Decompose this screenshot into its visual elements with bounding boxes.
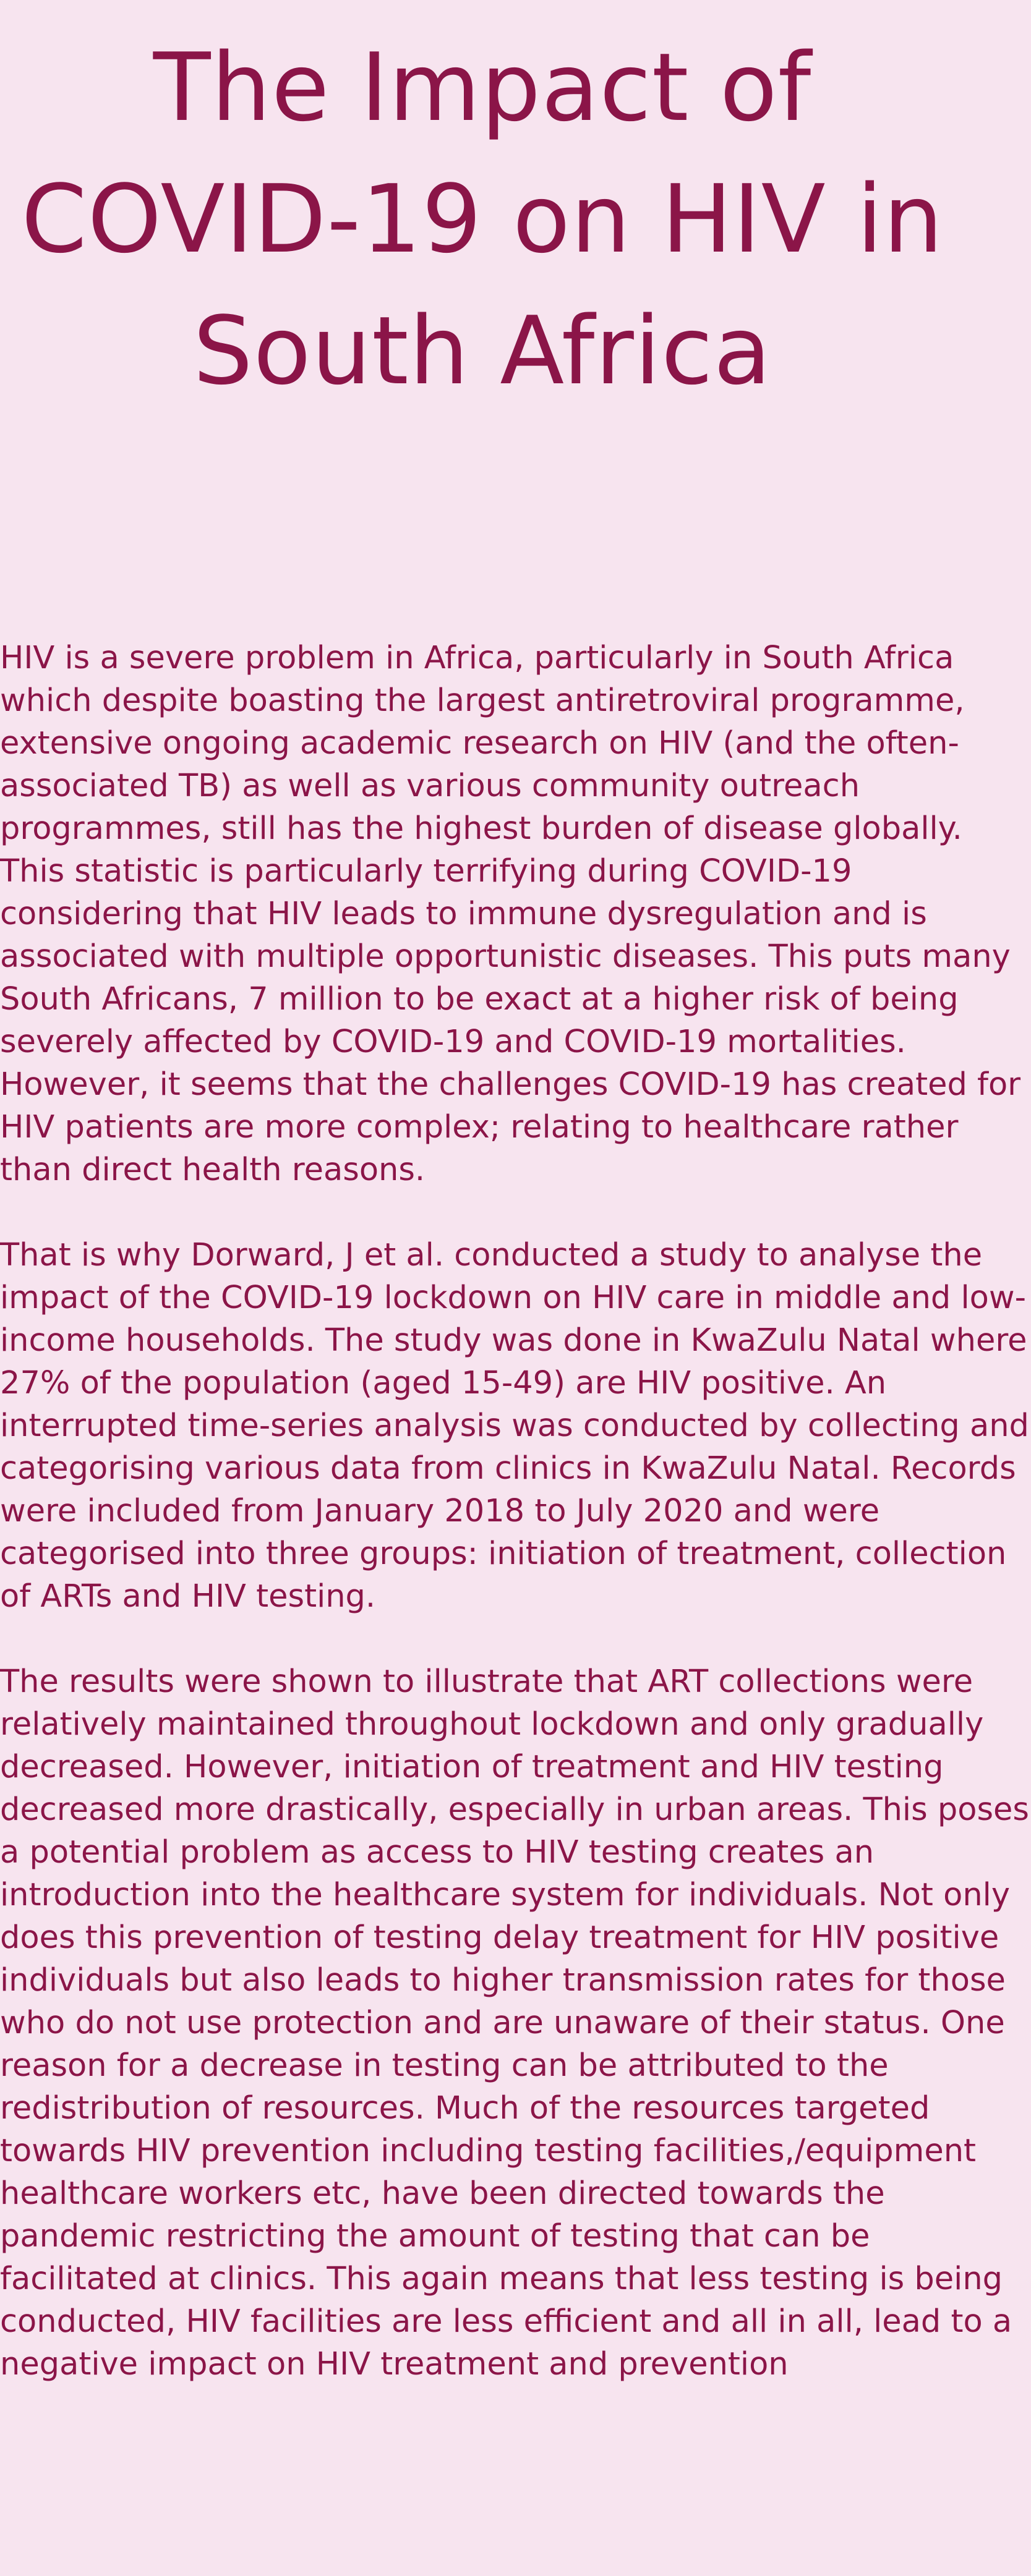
paragraph-intro: HIV is a severe problem in Africa, particularly in South Africa which despite boasting the largest antiretroviral programme, extensive ongoing academic research on HIV (and the often-associated TB) as well as various community outreach programmes, still has the highest burden of disease globally. This statistic is particularly terrifying during COVID-19 considering that HIV leads to immune dysregulation and is associated with multiple opportunistic diseases. This puts many South Africans, 7 million to be exact at a higher risk of being severely affected by COVID-19 and COVID-19 mortalities. However, it seems that the challenges COVID-19 has created for HIV patients are more complex; relating to healthcare rather than direct health reasons. xyxy=(0,640,1021,1188)
paragraph-results: The results were shown to illustrate that ART collections were relatively maintained throughout lockdown and only gradually decreased. However, initiation of treatment and HIV testing decreased more drastically, especially in urban areas. This poses a potential problem as access to HIV testing creates an introduction into the healthcare system for individuals. Not only does this prevention of testing delay treatment for HIV positive individuals but also leads to higher transmission rates for those who do not use protection and are unaware of their status. One reason for a decrease in testing can be attributed to the redistribution of resources. Much of the resources targeted towards HIV prevention including testing facilities,/equipment healthcare workers etc, have been directed towards the pandemic restricting the amount of testing that can be facilitated at clinics. This again means that less testing is being conducted, HIV facilities are less efficient and all in all, lead to a negative impact on HIV treatment and prevention xyxy=(0,1664,1029,2383)
article-body xyxy=(0,637,1031,2428)
paragraph-study: That is why Dorward, J et al. conducted a study to analyse the impact of the COVID-19 lockdown on HIV care in middle and low-income households. The study was done in KwaZulu Natal where 27% of the population (aged 15-49) are HIV positive. An interrupted time-series analysis was conducted by collecting and categorising various data from clinics in KwaZulu Natal. Records were included from January 2018 to July 2020 and were categorised into three groups: initiation of treatment, collection of ARTs and HIV testing. xyxy=(0,1237,1029,1615)
page-title: The Impact of COVID-19 on HIV in South Africa xyxy=(21,33,944,406)
